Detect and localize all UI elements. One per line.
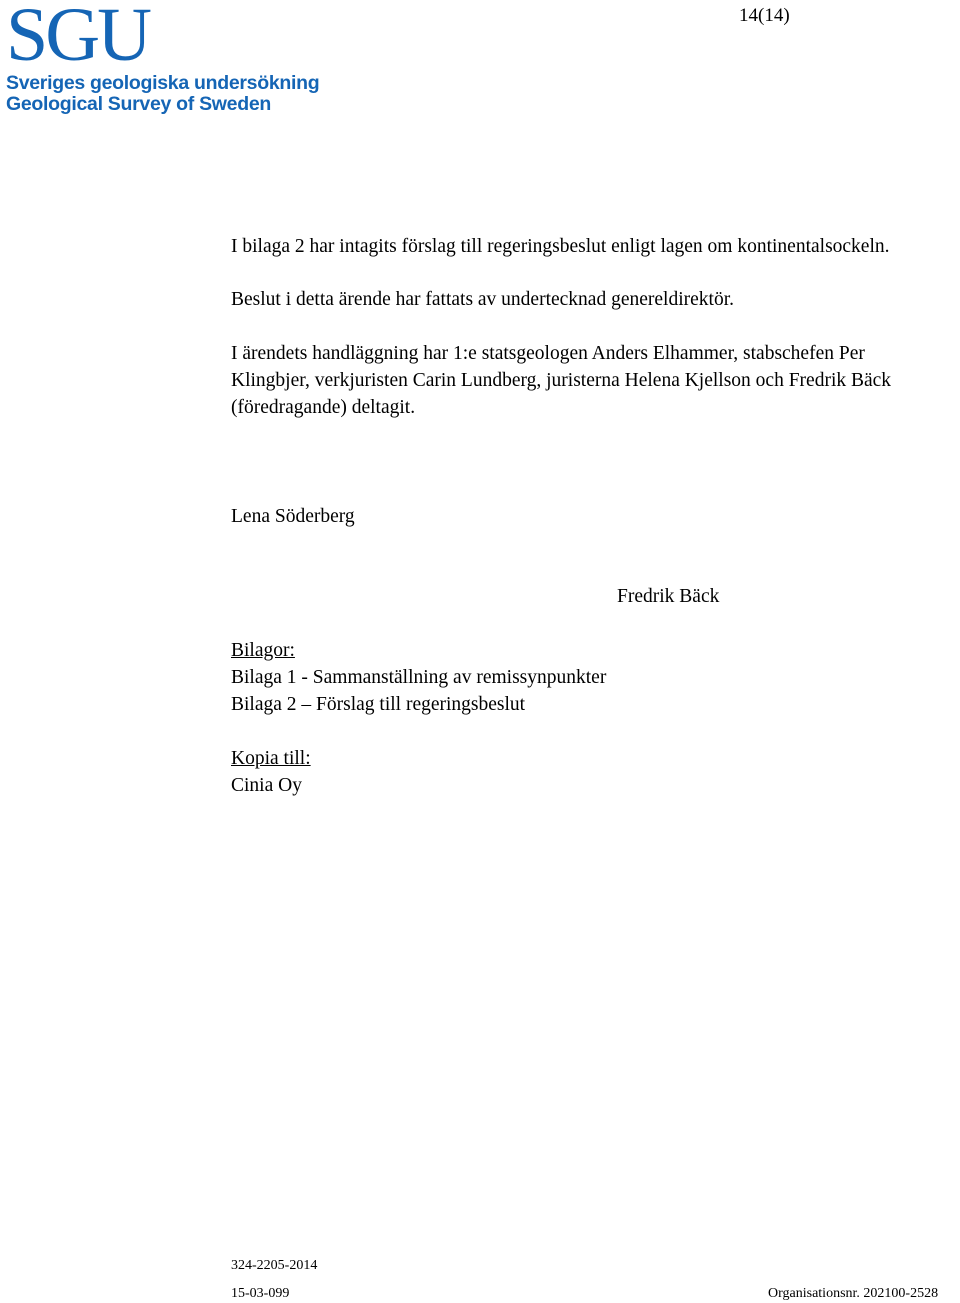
attachments-heading: Bilagor: xyxy=(231,640,295,661)
paragraph-proposal: I bilaga 2 har intagits förslag till regeringsbeslut enligt lagen om kontinentalsockeln. xyxy=(231,236,890,257)
copy-recipient: Cinia Oy xyxy=(231,775,302,796)
footer-org-number: Organisationsnr. 202100-2528 xyxy=(768,1286,939,1301)
paragraph-decision: Beslut i detta ärende har fattats av undertecknad genereldirektör. xyxy=(231,289,734,310)
footer-reference: 324-2205-2014 xyxy=(231,1258,318,1273)
attachment-item: Bilaga 2 – Förslag till regeringsbeslut xyxy=(231,694,526,715)
page-number: 14(14) xyxy=(739,5,790,26)
copy-heading: Kopia till: xyxy=(231,748,311,769)
paragraph-participants: I ärendets handläggning har 1:e statsgeologen Anders Elhammer, stabschefen Per Klingbjer, verkjuristen Carin Lundberg, juristerna Helena Kjellson och Fredrik Bäck (föredragande) deltagit. xyxy=(231,343,892,418)
logo-name-english: Geological Survey of Sweden xyxy=(6,93,271,115)
signatory-rapporteur: Fredrik Bäck xyxy=(617,586,720,607)
logo-mark: SGU xyxy=(6,0,150,77)
sgu-logo xyxy=(6,0,320,115)
signatory-director-general: Lena Söderberg xyxy=(231,506,355,527)
attachment-item: Bilaga 1 - Sammanställning av remissynpunkter xyxy=(231,667,607,688)
footer-code: 15-03-099 xyxy=(231,1286,290,1301)
attachments-list xyxy=(231,664,606,718)
logo-name-swedish: Sveriges geologiska undersökning xyxy=(6,72,320,94)
